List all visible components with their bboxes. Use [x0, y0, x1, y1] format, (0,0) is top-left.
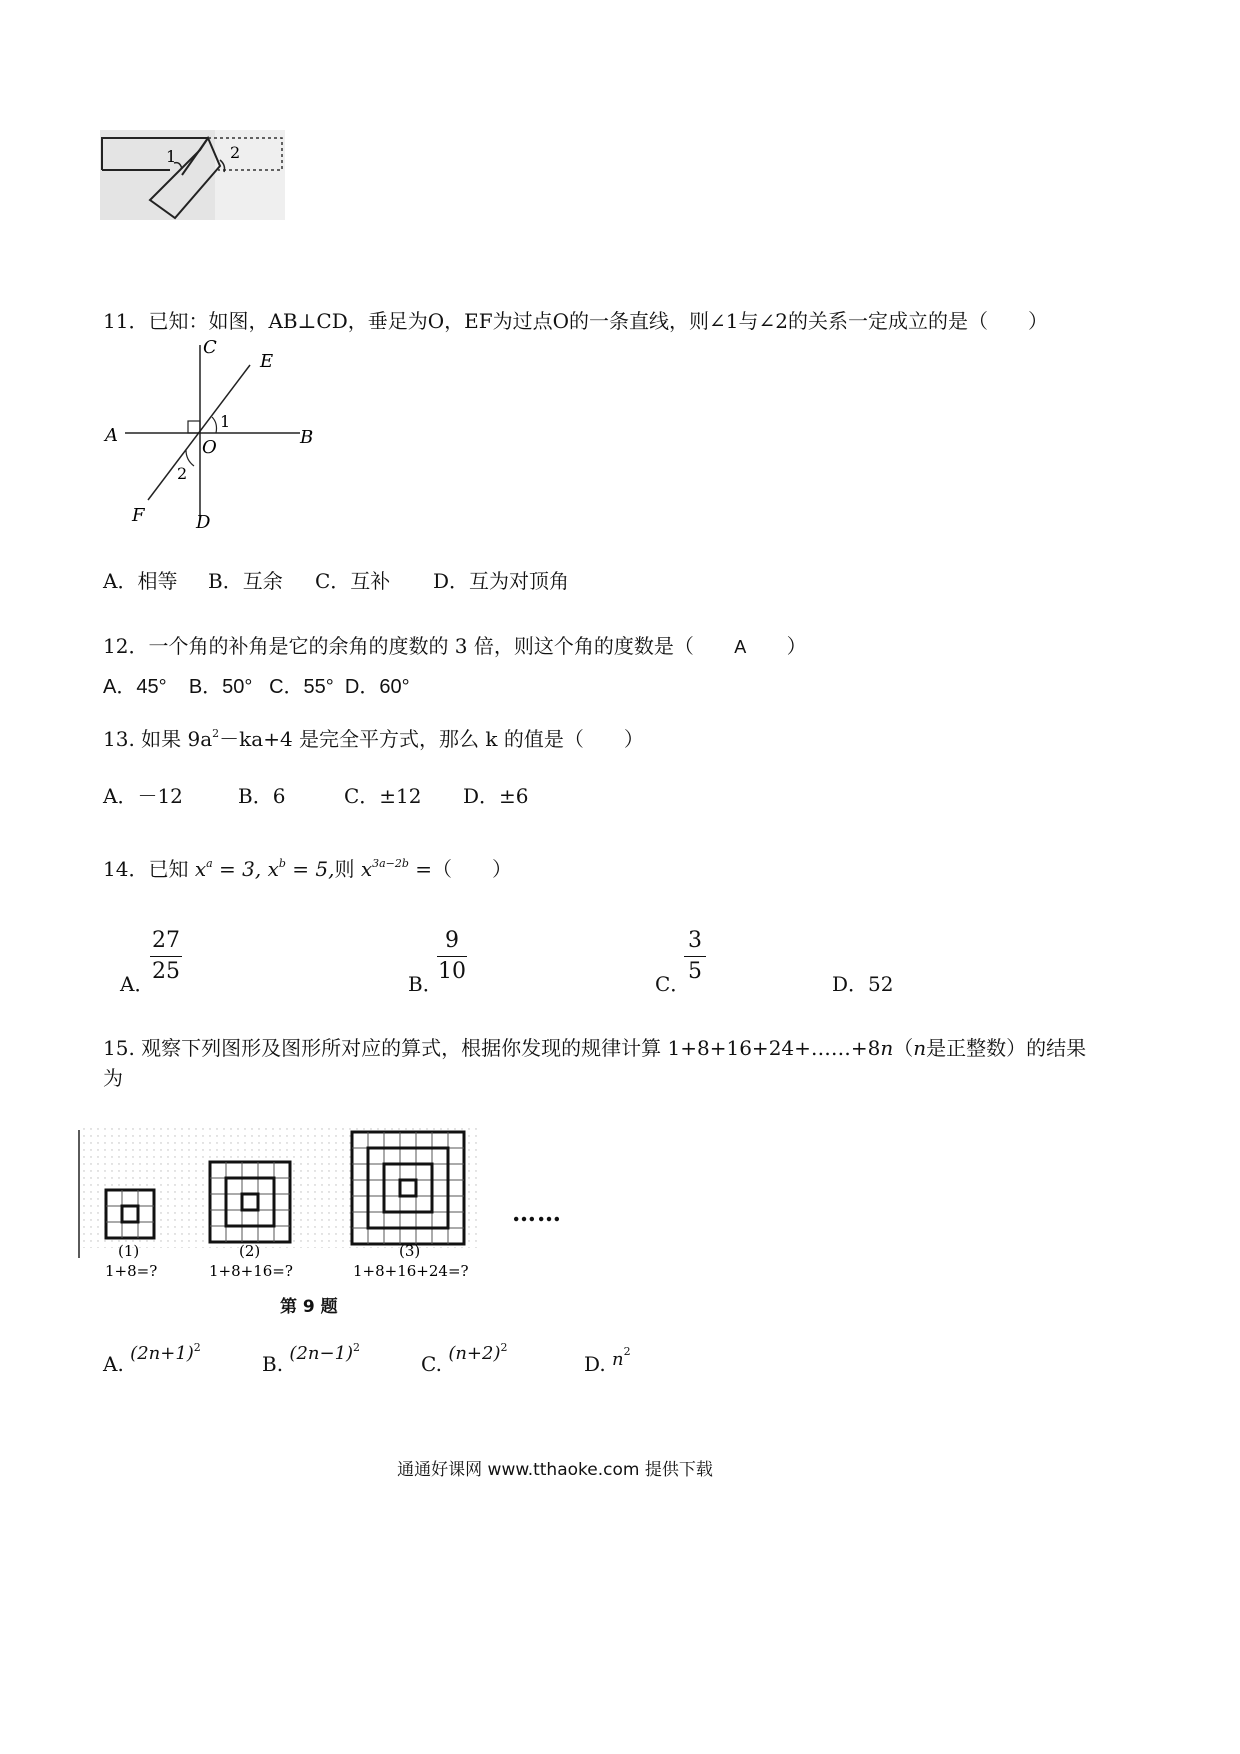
q15-option-c-label: C. [421, 1352, 442, 1376]
q15-figure-caption: 第 9 题 [280, 1297, 338, 1317]
q12-option-c: C．55° [269, 676, 334, 698]
angle-2-label: 2 [230, 143, 241, 162]
q12-stem-suffix: ） [786, 634, 807, 658]
q15-stem-line1 [103, 1032, 1086, 1061]
q15-option-b-exp: 2 [353, 1341, 361, 1354]
q14-cond2-base: x [267, 857, 279, 881]
q15-n-2: n [913, 1036, 927, 1060]
q15-n-1: n [880, 1036, 894, 1060]
angle-2-label: 2 [177, 464, 188, 483]
pattern-label-3: (3) [399, 1242, 421, 1260]
q15-option-d [584, 1345, 631, 1376]
q13-exponent: 2 [212, 727, 220, 740]
q11-option-b: B．互余 [208, 569, 283, 593]
q14-option-b-label: B． [408, 972, 443, 996]
pattern-figure-3 [352, 1132, 464, 1244]
q14-option-b-den: 10 [438, 959, 466, 984]
q14-option-d [832, 968, 894, 997]
pattern-label-1: (1) [118, 1242, 140, 1260]
q14-cond2-exp: b [278, 857, 286, 870]
q13-option-d: D．±6 [463, 784, 529, 808]
point-d-label: D [196, 512, 211, 533]
q14-stem [103, 853, 512, 882]
q12-answer: A [734, 637, 747, 657]
point-c-label: C [203, 337, 217, 358]
q11-option-c: C．互补 [315, 569, 391, 593]
angle-1-label: 1 [166, 147, 177, 166]
q15-option-c-expr: (n+2) [448, 1343, 501, 1364]
q12-options [103, 670, 410, 699]
q12-option-a: A．45° [103, 676, 167, 698]
q15-option-a [103, 1341, 201, 1376]
q15-stem-c: 是正整数）的结果 [926, 1036, 1087, 1060]
pattern-formula-1: 1+8=? [105, 1262, 158, 1280]
q15-option-c-exp: 2 [500, 1341, 508, 1354]
q13-stem-suffix: －ka+4 是完全平方式，那么 k 的值是（ ） [219, 727, 644, 751]
point-e-label: E [260, 351, 274, 372]
q11-stem: 11．已知：如图，AB⊥CD，垂足为O，EF为过点O的一条直线，则∠1与∠2的关系一定成立的是（ ） [103, 309, 1048, 333]
q11-option-a: A．相等 [103, 569, 178, 593]
pattern-label-2: (2) [239, 1242, 261, 1260]
q15-option-b-expr: (2n−1) [289, 1343, 354, 1364]
q15-ellipsis: …… [512, 1198, 562, 1227]
q14-option-c-num: 3 [688, 928, 702, 953]
pattern-formula-2: 1+8+16=? [209, 1262, 293, 1280]
q14-option-a-label: A． [120, 972, 155, 996]
q15-option-d-exp: 2 [623, 1345, 631, 1358]
q12-stem-prefix: 12．一个角的补角是它的余角的度数的 3 倍，则这个角的度数是（ [103, 634, 694, 658]
q15-option-c [421, 1341, 508, 1376]
q14-option-b-num: 9 [445, 928, 459, 953]
point-o-label: O [202, 437, 217, 458]
q14-option-c-fraction [684, 928, 706, 985]
q14-option-d-value: 52 [868, 972, 894, 996]
pattern-formula-3: 1+8+16+24=? [353, 1262, 469, 1280]
q14-ask-rest: =（ ） [415, 857, 513, 881]
q15-stem-b: （ [893, 1036, 914, 1060]
point-f-label: F [132, 505, 145, 526]
q11-figure [100, 335, 330, 535]
q13-stem-prefix: 13. 如果 9a [103, 727, 213, 751]
q14-then: 则 [334, 857, 355, 881]
q12-option-b: B．50° [188, 676, 253, 698]
pattern-figure-1 [106, 1190, 154, 1238]
q15-option-b-label: B. [262, 1352, 284, 1376]
q15-stem-line2: 为 [103, 1066, 123, 1090]
q13-option-a: A．－12 [103, 784, 183, 808]
q13-option-c: C．±12 [344, 784, 422, 808]
q14-cond1-base: x [194, 857, 207, 881]
q14-cond2-rest: = 5, [292, 857, 335, 881]
q15-option-a-exp: 2 [193, 1341, 201, 1354]
q15-option-d-expr: n [612, 1349, 624, 1370]
q14-option-b-fraction [437, 928, 467, 985]
q11-option-d: D．互为对顶角 [433, 569, 570, 593]
q14-stem-prefix: 14．已知 [103, 857, 189, 881]
q14-option-a-den: 25 [152, 959, 180, 984]
q14-cond1-exp: a [206, 857, 213, 870]
q12-stem [103, 630, 807, 659]
angle-1-label: 1 [220, 412, 231, 431]
q15-option-b [262, 1341, 361, 1376]
q15-pattern-figures [76, 1128, 496, 1283]
q15-option-d-label: D. [584, 1352, 606, 1376]
q15-stem-a: 15. 观察下列图形及图形所对应的算式，根据你发现的规律计算 1+8+16+24+……+8 [103, 1036, 881, 1060]
q14-ask-exp: 3a−2b [372, 857, 409, 870]
q14-option-a-fraction [150, 928, 182, 985]
q12-option-d: D．60° [344, 676, 410, 698]
page-footer: 通通好课网 www.tthaoke.com 提供下载 [397, 1460, 713, 1480]
q15-option-a-expr: (2n+1) [130, 1343, 194, 1364]
q13-option-b: B．6 [238, 784, 286, 808]
q13-stem [103, 723, 644, 752]
q14-option-a-num: 27 [152, 928, 180, 953]
pattern-figure-2 [210, 1162, 290, 1242]
fold-strip-figure [100, 130, 290, 225]
q15-option-a-label: A. [103, 1352, 124, 1376]
point-a-label: A [105, 425, 118, 446]
point-b-label: B [300, 427, 314, 448]
q14-ask-base: x [360, 857, 373, 881]
q14-option-c-den: 5 [688, 959, 702, 984]
q14-option-c-label: C． [655, 972, 691, 996]
q14-cond1-rest: = 3, [219, 857, 262, 881]
q14-option-d-label: D． [832, 972, 869, 996]
